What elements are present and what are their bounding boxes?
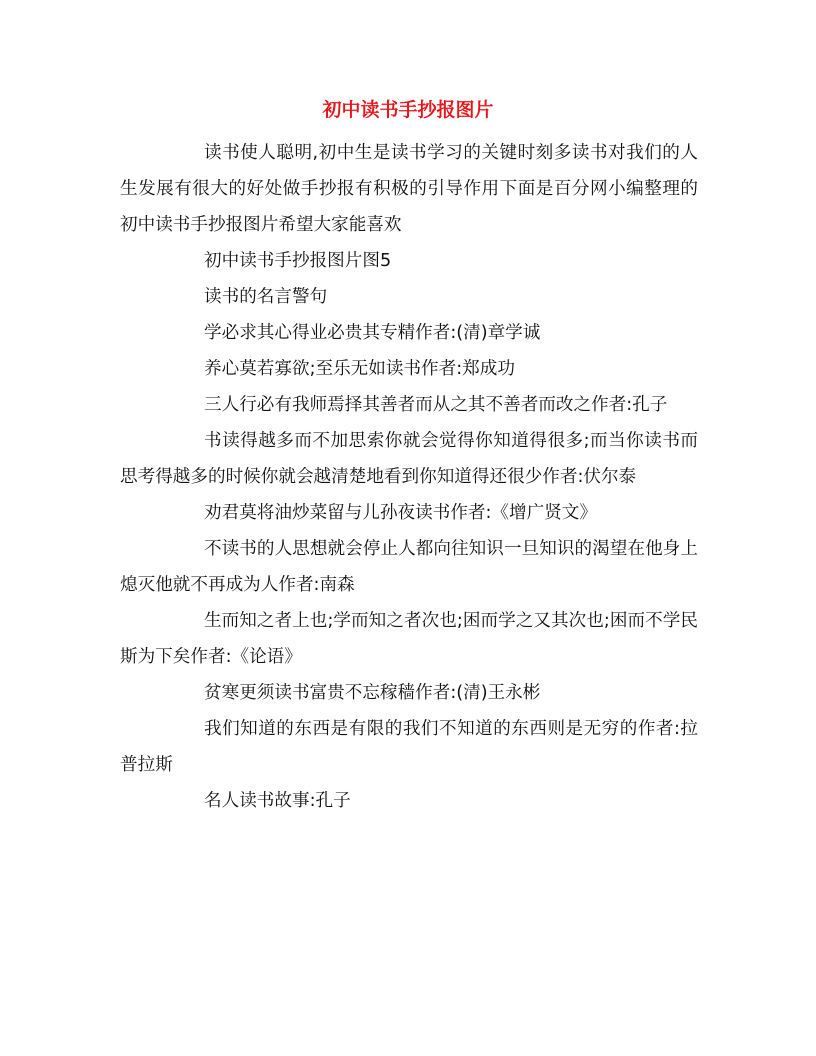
quote-paragraph: 学必求其心得业必贵其专精作者:(清)章学诚 [204, 323, 541, 343]
quote-paragraph: 书读得越多而不加思索你就会觉得你知道得很多;而当你读书而思考得越多的时候你就会越清楚地看到你知道得还很少作者:伏尔泰 [120, 431, 698, 487]
paragraph-section-heading: 读书的名言警句 [204, 287, 328, 307]
quote-paragraph: 贫寒更须读书富贵不忘稼穑作者:(清)王永彬 [204, 683, 541, 703]
paragraph-story-heading: 名人读书故事:孔子 [204, 791, 351, 811]
quote-paragraph: 我们知道的东西是有限的我们不知道的东西则是无穷的作者:拉普拉斯 [120, 719, 698, 775]
quote-paragraph: 养心莫若寡欲;至乐无如读书作者:郑成功 [204, 359, 515, 379]
quote-paragraph: 不读书的人思想就会停止人都向往知识一旦知识的渴望在他身上熄灭他就不再成为人作者:南森 [120, 539, 698, 595]
document-body [120, 135, 698, 819]
document-title: 初中读书手抄报图片 [322, 99, 494, 121]
quote-paragraph: 三人行必有我师焉择其善者而从之其不善者而改之作者:孔子 [204, 395, 668, 415]
quote-paragraph: 劝君莫将油炒菜留与儿孙夜读书作者:《增广贤文》 [204, 503, 597, 523]
paragraph-figure-caption: 初中读书手抄报图片图5 [204, 251, 392, 271]
paragraph-intro: 读书使人聪明,初中生是读书学习的关键时刻多读书对我们的人生发展有很大的好处做手抄报有积极的引导作用下面是百分网小编整理的初中读书手抄报图片希望大家能喜欢 [120, 143, 698, 235]
quote-paragraph: 生而知之者上也;学而知之者次也;困而学之又其次也;困而不学民斯为下矣作者:《论语》 [120, 611, 698, 667]
